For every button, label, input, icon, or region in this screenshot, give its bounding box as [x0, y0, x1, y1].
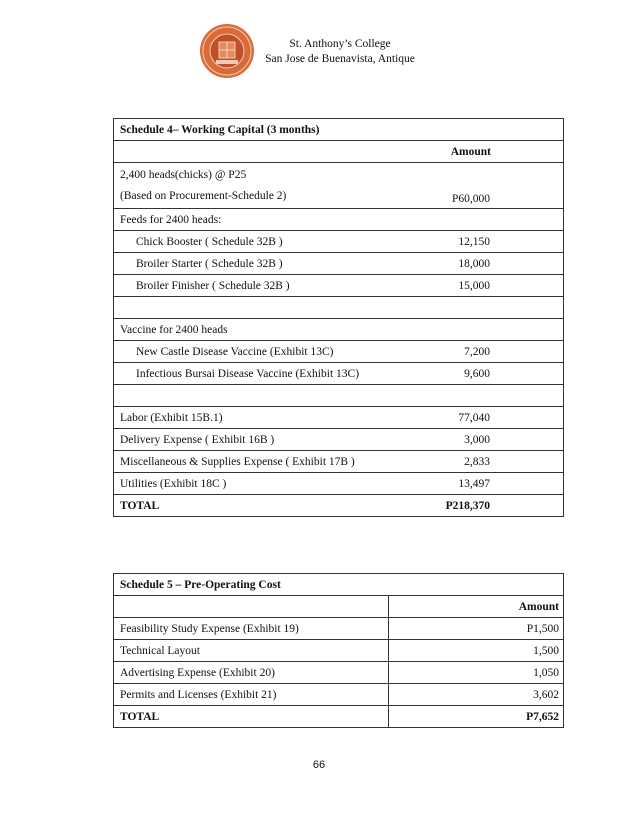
row-label: Delivery Expense ( Exhibit 16B ) — [114, 429, 389, 451]
row-label: Utilities (Exhibit 18C ) — [114, 473, 389, 495]
table-title-row — [114, 574, 564, 596]
heads-amount: P60,000 — [388, 163, 563, 209]
row-label: Advertising Expense (Exhibit 20) — [114, 662, 389, 684]
table-row-empty — [114, 297, 564, 319]
table-row — [114, 253, 564, 275]
schedule-4-table — [113, 118, 564, 517]
row-label: Broiler Starter ( Schedule 32B ) — [114, 253, 389, 275]
table-row — [114, 684, 564, 706]
table-title-row — [114, 119, 564, 141]
table-row — [114, 209, 564, 231]
table-row — [114, 473, 564, 495]
row-amount: 15,000 — [388, 275, 563, 297]
table-total-row — [114, 495, 564, 517]
vaccine-label: Vaccine for 2400 heads — [114, 319, 389, 341]
table-row — [114, 231, 564, 253]
table-header-row — [114, 596, 564, 618]
table-row — [114, 407, 564, 429]
schedule-5-title: Schedule 5 – Pre-Operating Cost — [120, 578, 281, 591]
amount-header: Amount — [518, 600, 559, 613]
row-amount: 1,050 — [388, 662, 563, 684]
table-header-row — [114, 141, 564, 163]
row-amount: 18,000 — [388, 253, 563, 275]
table-row — [114, 429, 564, 451]
row-label: Labor (Exhibit 15B.1) — [114, 407, 389, 429]
row-label: Miscellaneous & Supplies Expense ( Exhibit 17B ) — [114, 451, 389, 473]
row-label: Chick Booster ( Schedule 32B ) — [114, 231, 389, 253]
total-amount: P218,370 — [445, 499, 490, 512]
page-header — [250, 37, 430, 67]
table-row — [114, 319, 564, 341]
table-row-empty — [114, 385, 564, 407]
amount-header: Amount — [450, 145, 491, 158]
row-amount: P1,500 — [388, 618, 563, 640]
row-label: Feasibility Study Expense (Exhibit 19) — [114, 618, 389, 640]
row-amount: 77,040 — [388, 407, 563, 429]
college-address: San Jose de Buenavista, Antique — [265, 53, 415, 65]
table-total-row — [114, 706, 564, 728]
total-label: TOTAL — [120, 499, 160, 512]
table-row — [114, 275, 564, 297]
schedule-4-title: Schedule 4– Working Capital (3 months) — [120, 123, 320, 136]
row-amount: 13,497 — [388, 473, 563, 495]
row-label: Technical Layout — [114, 640, 389, 662]
schedule-5-table — [113, 573, 564, 728]
row-amount: 7,200 — [388, 341, 563, 363]
table-row — [114, 451, 564, 473]
row-amount: 3,602 — [388, 684, 563, 706]
row-label: Infectious Bursai Disease Vaccine (Exhibit 13C) — [114, 363, 389, 385]
table-row — [114, 341, 564, 363]
college-seal-icon — [199, 23, 255, 79]
row-label: Permits and Licenses (Exhibit 21) — [114, 684, 389, 706]
table-row — [114, 662, 564, 684]
table-row — [114, 640, 564, 662]
total-amount: P7,652 — [526, 710, 559, 723]
row-amount: 9,600 — [388, 363, 563, 385]
row-amount: 3,000 — [388, 429, 563, 451]
row-label: Broiler Finisher ( Schedule 32B ) — [114, 275, 389, 297]
heads-line-1: 2,400 heads(chicks) @ P25 — [120, 168, 247, 181]
table-row — [114, 163, 564, 209]
total-label: TOTAL — [120, 710, 160, 723]
feeds-label: Feeds for 2400 heads: — [114, 209, 389, 231]
row-amount: 2,833 — [388, 451, 563, 473]
table-row — [114, 363, 564, 385]
page-number: 66 — [312, 759, 326, 771]
college-name: St. Anthony’s College — [289, 38, 391, 50]
row-amount: 12,150 — [388, 231, 563, 253]
row-label: New Castle Disease Vaccine (Exhibit 13C) — [114, 341, 389, 363]
heads-line-2: (Based on Procurement-Schedule 2) — [120, 189, 287, 202]
row-amount: 1,500 — [388, 640, 563, 662]
table-row — [114, 618, 564, 640]
